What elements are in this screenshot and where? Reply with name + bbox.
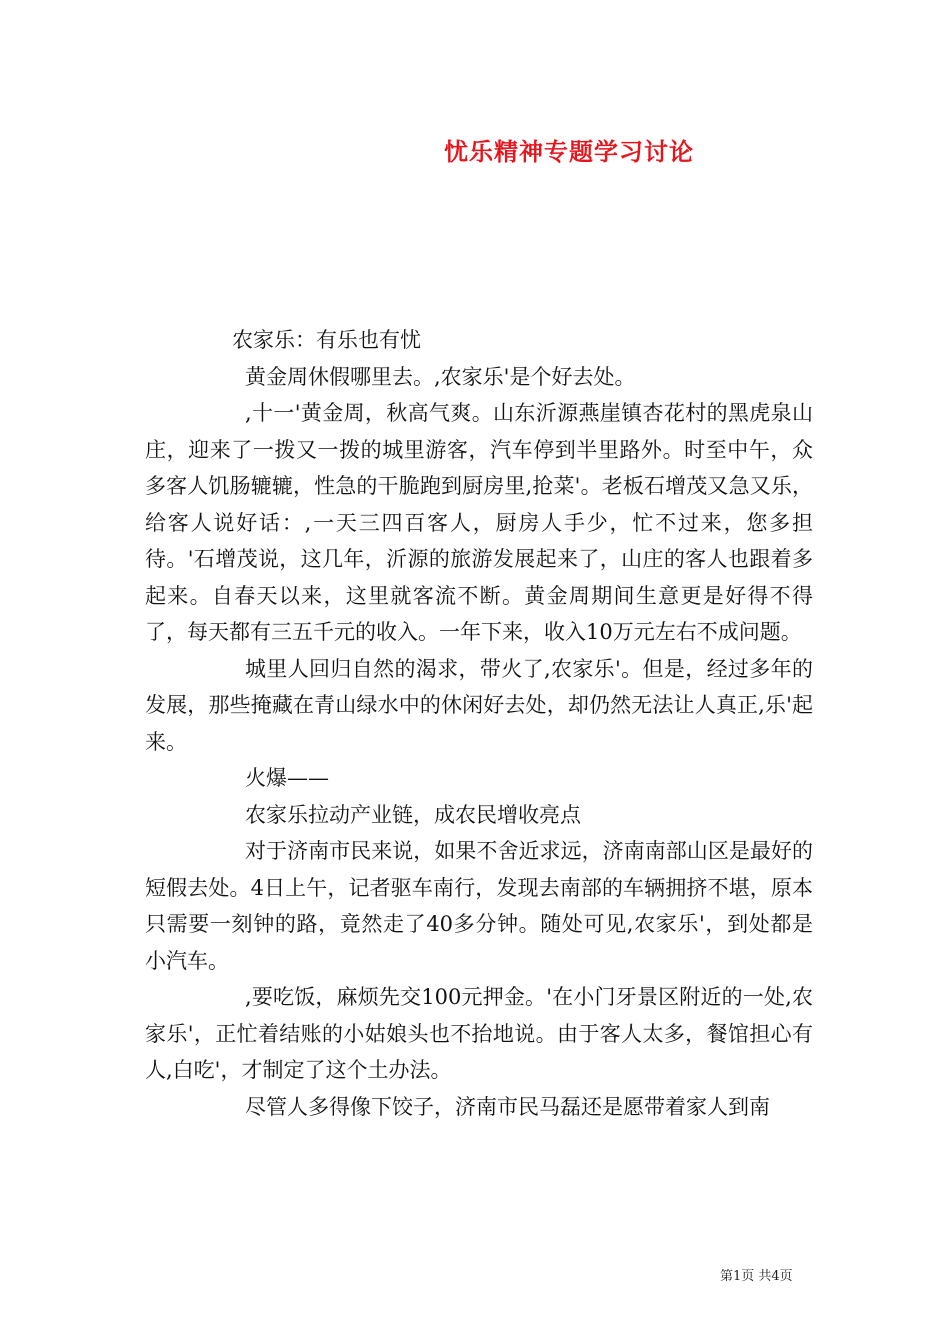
paragraph-subtitle: 农家乐：有乐也有忧	[232, 328, 421, 352]
document-body	[145, 322, 813, 1125]
document-title: 忧乐精神专题学习讨论	[444, 137, 694, 166]
paragraph: 尽管人多得像下饺子，济南市民马磊还是愿带着家人到南	[245, 1094, 770, 1119]
page-number-footer: 第1页 共4页	[720, 1269, 793, 1284]
section-heading: 火爆——	[245, 766, 329, 790]
paragraph: 城里人回归自然的渴求，带火了,农家乐'。但是，经过多年的发展，那些掩藏在青山绿水中的休闲好去处，却仍然无法让人真正,乐'起来。	[145, 656, 813, 754]
paragraph: ,要吃饭，麻烦先交100元押金。'在小门牙景区附近的一处,农家乐'，正忙着结账的小姑娘头也不抬地说。由于客人太多，餐馆担心有人,白吃'，才制定了这个土办法。	[145, 985, 813, 1082]
paragraph: ,十一'黄金周，秋高气爽。山东沂源燕崖镇杏花村的黑虎泉山庄，迎来了一拨又一拨的城里游客，汽车停到半里路外。时至中午，众多客人饥肠辘辘，性急的干脆跑到厨房里,抢菜'。老板石增茂又急又乐，给客人说好话：,一天三四百客人，厨房人手少，忙不过来，您多担待。'石增茂说，这几年，沂源的旅游发展起来了，山庄的客人也跟着多起来。自春天以来，这里就客流不断。黄金周期间生意更是好得不得了，每天都有三五千元的收入。一年下来，收入10万元左右不成问题。	[145, 401, 813, 644]
paragraph: 对于济南市民来说，如果不舍近求远，济南南部山区是最好的短假去处。4日上午，记者驱车南行，发现去南部的车辆拥挤不堪，原本只需要一刻钟的路，竟然走了40多分钟。随处可见,农家乐'，到处都是小汽车。	[145, 839, 813, 973]
section-subheading: 农家乐拉动产业链，成农民增收亮点	[245, 802, 581, 827]
paragraph: 黄金周休假哪里去。,农家乐'是个好去处。	[245, 364, 636, 389]
